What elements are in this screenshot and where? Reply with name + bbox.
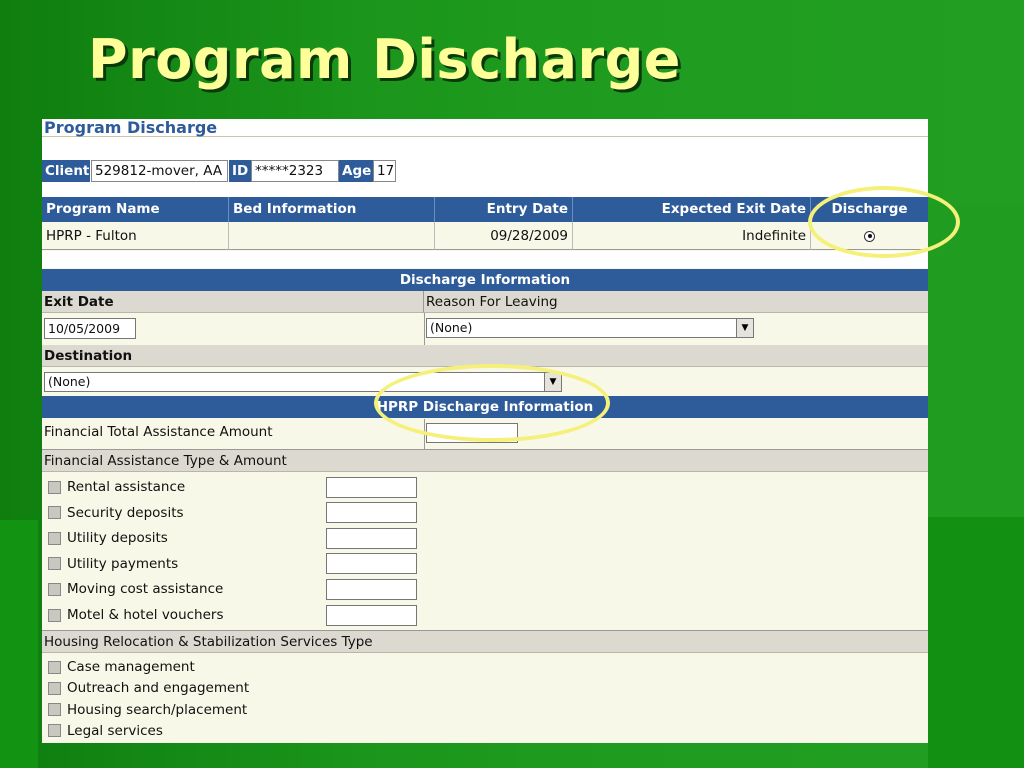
- assistance-amount-input[interactable]: [326, 528, 417, 549]
- age-value: 17: [373, 160, 396, 182]
- services-type-label: Housing Relocation & Stabilization Services Type: [42, 631, 928, 653]
- assistance-item-label: Motel & hotel vouchers: [67, 607, 224, 623]
- highlight-ellipse: [808, 186, 960, 258]
- assistance-checkbox[interactable]: [48, 532, 61, 545]
- reason-for-leaving-label: Reason For Leaving: [424, 291, 928, 313]
- assistance-item-label: Moving cost assistance: [67, 581, 224, 598]
- chevron-down-icon[interactable]: ▼: [736, 319, 753, 337]
- assistance-amount-input[interactable]: [326, 502, 417, 523]
- assistance-checkbox[interactable]: [48, 506, 61, 519]
- id-label: ID: [229, 160, 251, 182]
- spacer: [42, 251, 928, 268]
- service-item[interactable]: [42, 657, 442, 678]
- service-checkbox[interactable]: [48, 661, 61, 674]
- assistance-checkbox[interactable]: [48, 583, 61, 596]
- chevron-down-icon[interactable]: ▼: [544, 373, 561, 391]
- background-block: [0, 520, 38, 768]
- cell-expected-exit-date: Indefinite: [573, 222, 811, 250]
- service-item[interactable]: [42, 678, 442, 699]
- client-label: Client: [42, 160, 90, 182]
- hprp-discharge-information-header: HPRP Discharge Information: [42, 396, 928, 418]
- slide-title: Program Discharge: [88, 28, 681, 91]
- reason-for-leaving-select[interactable]: [426, 318, 754, 338]
- exit-date-input[interactable]: 10/05/2009: [44, 318, 136, 339]
- client-value: 529812-mover, AA: [91, 160, 228, 182]
- assistance-item[interactable]: [42, 578, 322, 600]
- services-list: [42, 657, 928, 743]
- service-item[interactable]: [42, 721, 442, 742]
- assistance-item-label: Security deposits: [67, 504, 184, 521]
- assistance-item-label: Rental assistance: [67, 479, 186, 495]
- assistance-item-label: Utility payments: [67, 555, 179, 572]
- assistance-item[interactable]: [42, 604, 322, 626]
- assistance-item[interactable]: [42, 553, 322, 575]
- assistance-amount-input[interactable]: [326, 579, 417, 600]
- column-header-program-name[interactable]: Program Name: [42, 197, 229, 222]
- assistance-amount-input[interactable]: [326, 477, 417, 498]
- discharge-information-header: Discharge Information: [42, 269, 928, 291]
- divider: [424, 313, 425, 345]
- assistance-item-label: Utility deposits: [67, 530, 168, 547]
- background-block: [928, 517, 1024, 768]
- destination-value: (None): [48, 374, 91, 389]
- exit-date-label: Exit Date: [42, 291, 424, 313]
- service-item-label: Case management: [67, 659, 195, 675]
- assistance-item[interactable]: [42, 502, 322, 524]
- assistance-list: [42, 476, 928, 630]
- service-item[interactable]: [42, 700, 442, 721]
- cell-bed-information: [229, 222, 435, 250]
- service-item-label: Housing search/placement: [67, 701, 248, 718]
- column-header-bed-information[interactable]: Bed Information: [229, 197, 435, 222]
- financial-total-label: Financial Total Assistance Amount: [44, 424, 273, 440]
- assistance-amount-input[interactable]: [326, 553, 417, 574]
- service-checkbox[interactable]: [48, 724, 61, 737]
- column-header-expected-exit-date[interactable]: Expected Exit Date: [573, 197, 811, 222]
- service-item-label: Outreach and engagement: [67, 680, 250, 697]
- assistance-checkbox[interactable]: [48, 481, 61, 494]
- service-item-label: Legal services: [67, 722, 163, 739]
- assistance-item[interactable]: [42, 527, 322, 549]
- reason-for-leaving-value: (None): [430, 320, 473, 335]
- assistance-checkbox[interactable]: [48, 557, 61, 570]
- age-label: Age: [339, 160, 373, 182]
- cell-program-name: HPRP - Fulton: [42, 222, 229, 250]
- destination-label: Destination: [42, 345, 928, 367]
- form-header: Program Discharge: [42, 119, 928, 137]
- assistance-item[interactable]: [42, 476, 322, 498]
- background-block: [928, 205, 1024, 517]
- cell-entry-date: 09/28/2009: [435, 222, 573, 250]
- service-checkbox[interactable]: [48, 703, 61, 716]
- column-header-entry-date[interactable]: Entry Date: [435, 197, 573, 222]
- highlight-ellipse: [374, 364, 610, 442]
- assistance-amount-input[interactable]: [326, 605, 417, 626]
- id-value: *****2323: [251, 160, 339, 182]
- assistance-checkbox[interactable]: [48, 609, 61, 622]
- assistance-type-label: Financial Assistance Type & Amount: [42, 450, 928, 472]
- column-header-discharge[interactable]: Discharge: [811, 197, 928, 222]
- service-checkbox[interactable]: [48, 682, 61, 695]
